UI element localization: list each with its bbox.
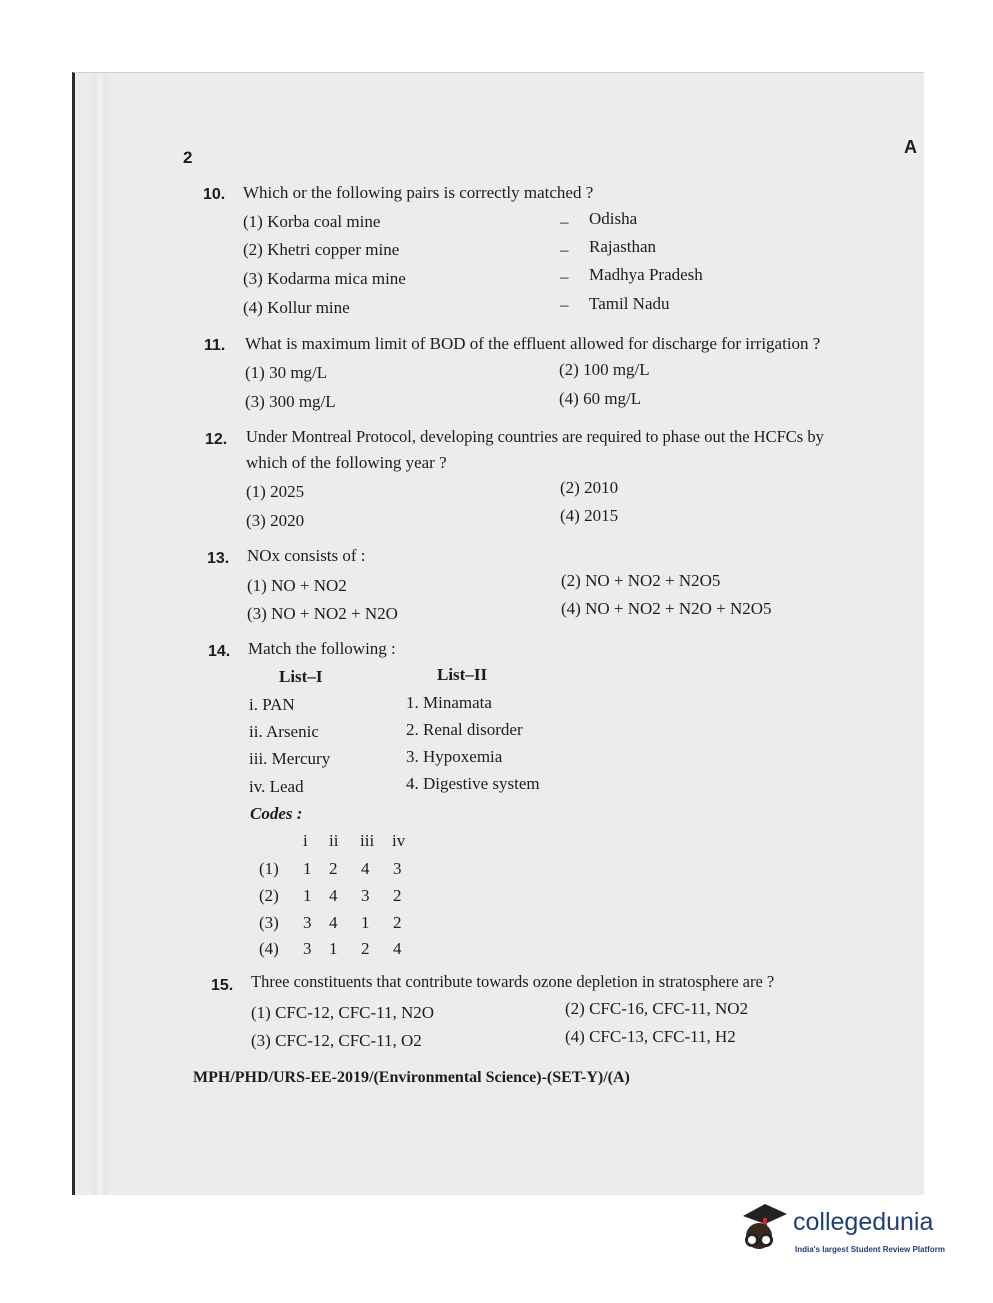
- brand-name: collegedunia: [793, 1208, 934, 1236]
- question-text: Match the following :: [248, 639, 396, 658]
- option-1: (1) CFC-12, CFC-11, N2O: [251, 1003, 435, 1022]
- mascot-icon: [735, 1198, 791, 1258]
- paper-code-footer: MPH/PHD/URS-EE-2019/(Environmental Science)-(SET-Y)/(A): [193, 1069, 630, 1086]
- option-1: (1) Korba coal mine: [243, 212, 381, 231]
- code-value: 3: [303, 939, 312, 958]
- code-value: 1: [329, 939, 338, 958]
- code-option: (1): [259, 859, 279, 878]
- option-3: (3) 300 mg/L: [245, 392, 336, 411]
- question-number: 11.: [204, 337, 226, 354]
- code-value: 3: [303, 913, 312, 932]
- codes-label: Codes :: [250, 804, 303, 823]
- option-2: (2) Khetri copper mine: [243, 240, 400, 259]
- question-text-line-2: which of the following year ?: [246, 453, 447, 472]
- question-text-line-1: Under Montreal Protocol, developing countries are required to phase out the HCFCs by: [246, 427, 824, 446]
- option-4: (4) Kollur mine: [243, 298, 350, 317]
- code-option: (2): [259, 886, 279, 905]
- option-4: (4) 60 mg/L: [559, 389, 642, 408]
- option-3: (3) NO + NO2 + N2O: [247, 604, 398, 623]
- question-number: 14.: [208, 643, 231, 660]
- question-number: 15.: [211, 977, 234, 994]
- option-4-match: Tamil Nadu: [589, 294, 670, 313]
- code-value: 3: [393, 859, 402, 878]
- option-4: (4) 2015: [560, 506, 619, 525]
- code-col: iv: [392, 831, 406, 850]
- code-value: 2: [393, 913, 402, 932]
- list-2-item: 3. Hypoxemia: [406, 747, 503, 766]
- dash: –: [560, 267, 569, 286]
- list-1-item: iv. Lead: [249, 777, 304, 796]
- code-col: iii: [360, 831, 375, 850]
- option-4: (4) NO + NO2 + N2O + N2O5: [561, 599, 772, 618]
- option-3: (3) CFC-12, CFC-11, O2: [251, 1031, 422, 1050]
- option-2: (2) NO + NO2 + N2O5: [561, 571, 721, 590]
- option-1-match: Odisha: [589, 209, 638, 228]
- dash: –: [560, 295, 569, 314]
- list-2-item: 1. Minamata: [406, 693, 492, 712]
- dash: –: [560, 212, 569, 231]
- option-3: (3) Kodarma mica mine: [243, 269, 406, 288]
- code-option: (4): [259, 939, 279, 958]
- option-2: (2) 2010: [560, 478, 619, 497]
- code-value: 2: [361, 939, 370, 958]
- code-value: 2: [329, 859, 338, 878]
- code-value: 1: [303, 859, 312, 878]
- code-option: (3): [259, 913, 279, 932]
- code-col: ii: [329, 831, 339, 850]
- list-1-item: iii. Mercury: [249, 749, 331, 768]
- question-number: 12.: [205, 431, 228, 448]
- page-number: 2: [183, 148, 193, 167]
- option-1: (1) NO + NO2: [247, 576, 347, 595]
- list-1-item: i. PAN: [249, 695, 295, 714]
- question-text: Three constituents that contribute towards ozone depletion in stratosphere are ?: [251, 972, 775, 991]
- option-4: (4) CFC-13, CFC-11, H2: [565, 1027, 736, 1046]
- code-value: 3: [361, 886, 370, 905]
- dash: –: [560, 240, 569, 259]
- option-1: (1) 2025: [246, 482, 305, 501]
- option-1: (1) 30 mg/L: [245, 363, 328, 382]
- list-2-heading: List–II: [437, 665, 488, 684]
- question-text: NOx consists of :: [247, 546, 366, 565]
- question-text: Which or the following pairs is correctly matched ?: [243, 183, 594, 202]
- code-value: 4: [393, 939, 402, 958]
- set-letter: A: [904, 137, 917, 157]
- collegedunia-logo: [735, 1198, 965, 1260]
- option-2: (2) 100 mg/L: [559, 360, 650, 379]
- option-2-match: Rajasthan: [589, 237, 657, 256]
- option-2: (2) CFC-16, CFC-11, NO2: [565, 999, 749, 1018]
- code-value: 4: [329, 913, 338, 932]
- list-2-item: 4. Digestive system: [406, 774, 540, 793]
- exam-page: [72, 72, 924, 1195]
- code-value: 1: [361, 913, 370, 932]
- question-number: 10.: [203, 186, 226, 203]
- option-3-match: Madhya Pradesh: [589, 265, 703, 284]
- list-1-item: ii. Arsenic: [249, 722, 319, 741]
- question-number: 13.: [207, 550, 230, 567]
- option-3: (3) 2020: [246, 511, 305, 530]
- code-value: 2: [393, 886, 402, 905]
- code-value: 4: [361, 859, 370, 878]
- code-col: i: [303, 831, 308, 850]
- question-text: What is maximum limit of BOD of the effluent allowed for discharge for irrigation ?: [245, 334, 821, 353]
- code-value: 4: [329, 886, 338, 905]
- code-value: 1: [303, 886, 312, 905]
- list-2-item: 2. Renal disorder: [406, 720, 523, 739]
- brand-tagline: India's largest Student Review Platform: [795, 1245, 945, 1254]
- list-1-heading: List–I: [279, 667, 323, 686]
